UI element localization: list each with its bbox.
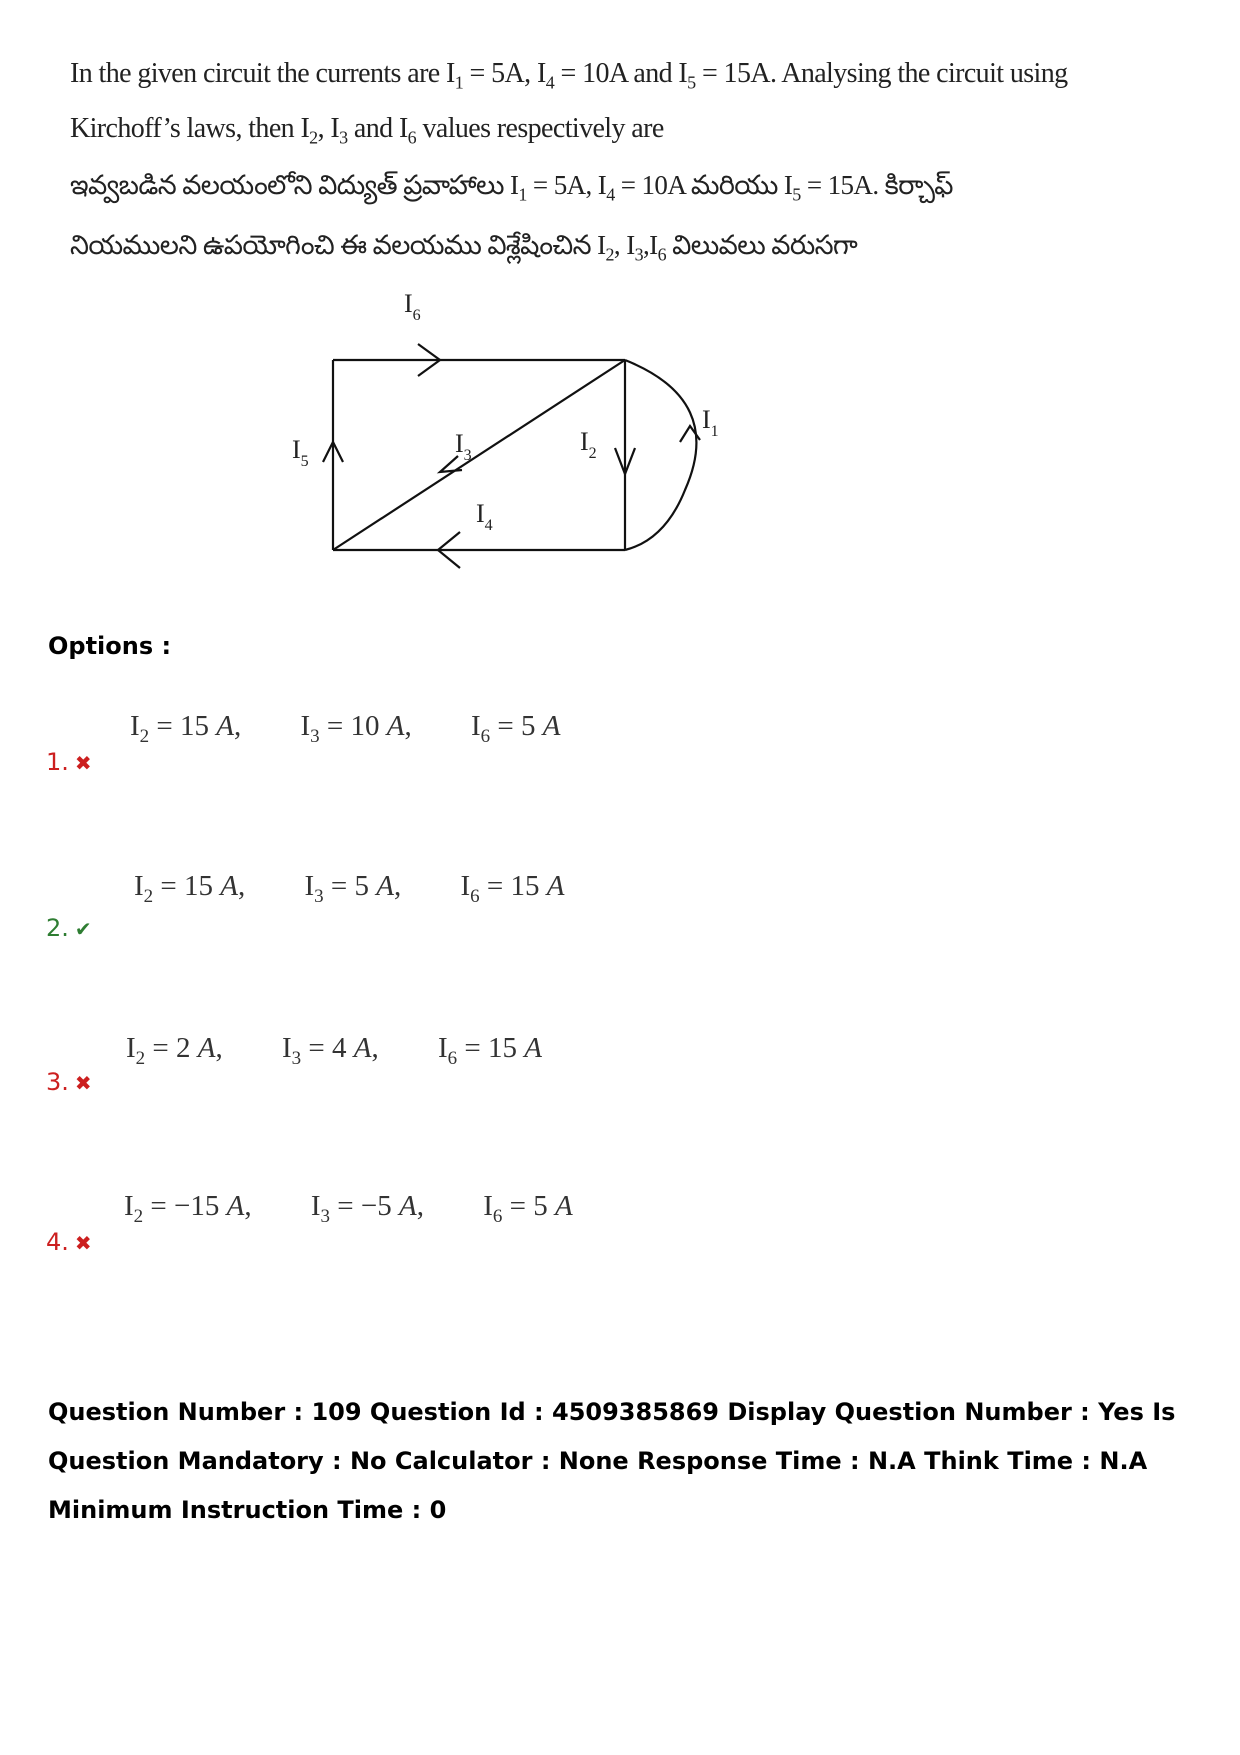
arrow-I3	[440, 456, 462, 472]
question-line-english-2: Kirchoff’s laws, then $I_2$, $I_3$ and $I_6$ values respectively are	[70, 113, 664, 148]
option-2-number[interactable]: 2. ✔	[46, 914, 92, 942]
option-2-equation: $I_2 = 15$ A, $I_3 = 5$ A, $I_6 = 15$ A	[134, 870, 565, 907]
wrong-icon: ✖	[74, 751, 92, 775]
option-4-equation: $I_2 = -15$ A, $I_3 = -5$ A, $I_6 = 5$ A	[124, 1190, 573, 1227]
option-1-equation: $I_2 = 15$ A, $I_3 = 10$ A, $I_6 = 5$ A	[130, 710, 561, 747]
label-I2: $I_2$	[580, 427, 597, 462]
label-I6: $I_6$	[404, 290, 421, 324]
option-3-number[interactable]: 3. ✖	[46, 1068, 92, 1096]
question-line-telugu-2: నియములని ఉపయోగించి ఈ వలయము విశ్లేషించిన $I_2$, $I_3,I_6$ విలువలు వరుసగా	[70, 230, 858, 265]
label-I4: $I_4$	[476, 499, 493, 534]
question-line-telugu-1: ఇవ్వబడిన వలయంలోని విద్యుత్ ప్రవాహాలు $I_1 = 5A$, $I_4 = 10A$ మరియు $I_5 = 15A$. కిర్చాఫ్	[70, 170, 953, 205]
label-I5: $I_5$	[292, 435, 309, 470]
circuit-diagram	[270, 290, 750, 580]
question-metadata: Question Number : 109 Question Id : 4509385869 Display Question Number : Yes Is Question Mandatory : No Calculator : None Response Time : N.A Think Time : N.A Minimum Instruction Time : 0	[48, 1398, 1176, 1524]
wrong-icon: ✖	[74, 1071, 92, 1095]
label-I3: $I_3$	[455, 429, 472, 464]
label-I1: $I_1$	[702, 405, 719, 440]
options-label: Options :	[48, 632, 172, 660]
option-3-equation: $I_2 = 2$ A, $I_3 = 4$ A, $I_6 = 15$ A	[126, 1032, 542, 1069]
question-line-english-1: In the given circuit the currents are $I_1 = 5A$, $I_4 = 10A$ and $I_5 = 15A$. Analysing the circuit using	[70, 58, 1068, 93]
option-4-number[interactable]: 4. ✖	[46, 1228, 92, 1256]
correct-icon: ✔	[74, 917, 92, 941]
wrong-icon: ✖	[74, 1231, 92, 1255]
option-1-number[interactable]: 1. ✖	[46, 748, 92, 776]
wire-arc	[625, 360, 696, 550]
